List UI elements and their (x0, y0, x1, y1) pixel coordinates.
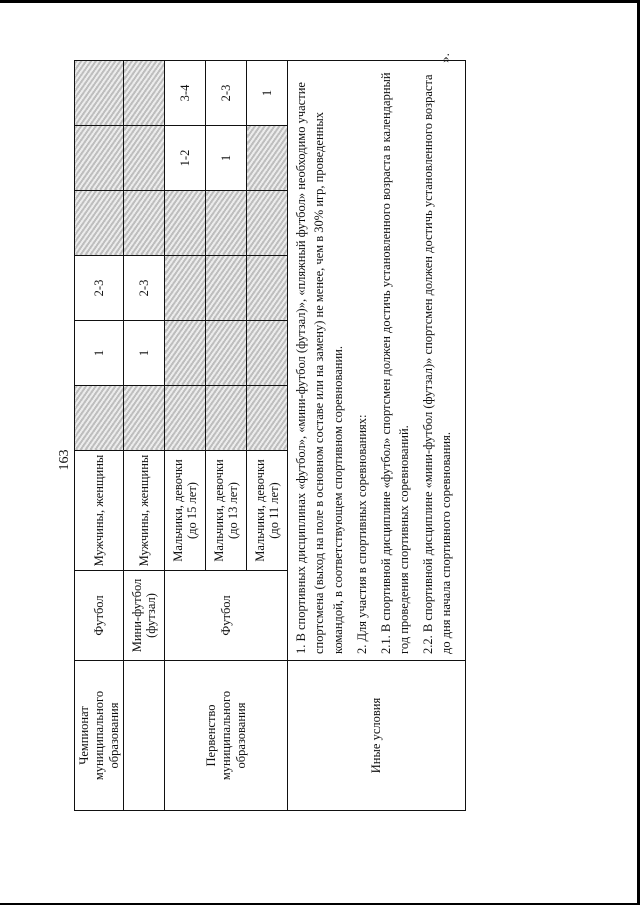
note-paragraph: 2. Для участия в спортивных соревнованиях: (354, 414, 369, 654)
shaded-cell (206, 256, 247, 321)
place-cell: 1 (124, 321, 165, 386)
place-cell: 1-2 (165, 126, 206, 191)
shaded-cell (124, 61, 165, 126)
note-paragraph: 2.2. В спортивной дисциплине «мини-футбол (футзал)» спортсмен должен достичь установленного возраста до дня начала спортивного соревнования. (421, 74, 454, 654)
shaded-cell (124, 191, 165, 256)
place-cell: 3-4 (165, 61, 206, 126)
shaded-cell (124, 386, 165, 451)
shaded-cell (165, 256, 206, 321)
place-cell: 1 (75, 321, 124, 386)
shaded-cell (165, 321, 206, 386)
shaded-cell (247, 191, 288, 256)
rotated-table-container (74, 61, 454, 811)
note-paragraph: 1. В спортивных дисциплинах «футбол», «мини-футбол (футзал)», «пляжный футбол» необходимо участие спортсмена (выход на поле в основном составе или на замену) не менее, чем в 30% игр, проведенных командой, в соответствующем спортивном соревновании. (294, 82, 345, 654)
place-cell: 2-3 (206, 61, 247, 126)
note-paragraph: 2.1. В спортивной дисциплине «футбол» спортсмен должен достичь установленного возраста в календарный год проведения спортивных соревнований. (378, 72, 411, 654)
table-row (124, 61, 165, 811)
shaded-cell (165, 386, 206, 451)
notes-label: Иные условия (288, 661, 466, 811)
discipline-cell: Футбол (75, 571, 124, 661)
gender-age-cell: Мужчины, женщины (124, 451, 165, 571)
table-row (288, 61, 466, 811)
place-cell: 1 (206, 126, 247, 191)
page-number: 163 (57, 449, 72, 471)
gender-age-cell: Мужчины, женщины (75, 451, 124, 571)
discipline-cell: Мини-футбол (футзал) (124, 571, 165, 661)
shaded-cell (75, 126, 124, 191)
place-cell: 2-3 (124, 256, 165, 321)
gender-age-cell: Мальчики, девочки (до 13 лет) (206, 451, 247, 571)
shaded-cell (247, 386, 288, 451)
shaded-cell (247, 126, 288, 191)
shaded-cell (206, 386, 247, 451)
group-championship: Чемпионат муниципального образования (75, 661, 124, 811)
shaded-cell (247, 256, 288, 321)
shaded-cell (75, 191, 124, 256)
group-first-place: Первенство муниципального образования (165, 661, 288, 811)
shaded-cell (206, 321, 247, 386)
notes-text (288, 61, 466, 661)
shaded-cell (124, 126, 165, 191)
table-row (165, 61, 206, 811)
scan-border-top (0, 0, 640, 3)
shaded-cell (247, 321, 288, 386)
place-cell: 1 (247, 61, 288, 126)
closing-quote-mark: ». (436, 53, 452, 63)
table-row (75, 61, 124, 811)
shaded-cell (75, 61, 124, 126)
shaded-cell (75, 386, 124, 451)
place-cell: 2-3 (75, 256, 124, 321)
shaded-cell (165, 191, 206, 256)
gender-age-cell: Мальчики, девочки (до 15 лет) (165, 451, 206, 571)
group-championship-cont (124, 661, 165, 811)
gender-age-cell: Мальчики, девочки (до 11 лет) (247, 451, 288, 571)
competition-table (74, 60, 466, 811)
shaded-cell (206, 191, 247, 256)
discipline-cell: Футбол (165, 571, 288, 661)
